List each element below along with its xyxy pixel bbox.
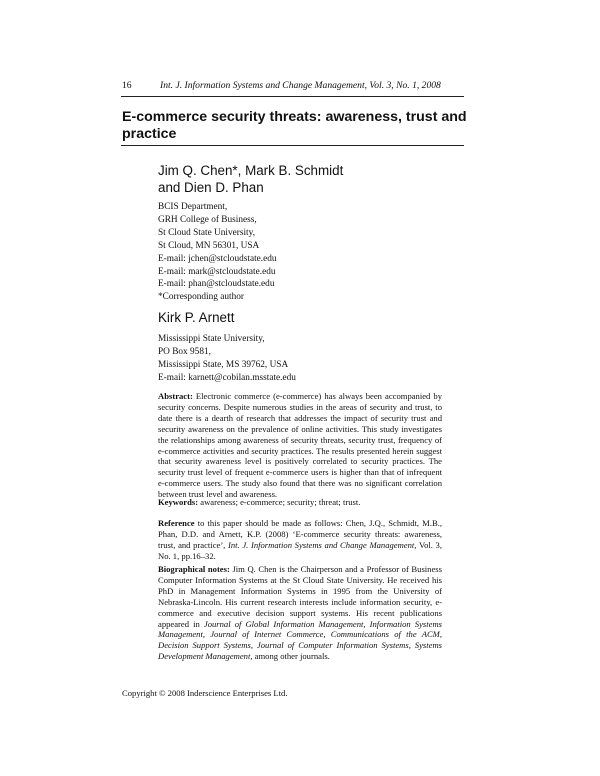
affiliation-line: BCIS Department, xyxy=(158,202,228,212)
email-line: E-mail: phan@stcloudstate.edu xyxy=(158,279,275,290)
affiliation-1 xyxy=(158,201,277,304)
author-line: and Dien D. Phan xyxy=(158,180,264,195)
author-line: Kirk P. Arnett xyxy=(158,310,235,325)
affiliation-2 xyxy=(158,333,296,385)
affiliation-line: St Cloud, MN 56301, USA xyxy=(158,240,260,251)
keywords-label: Keywords: xyxy=(158,497,199,507)
header-rule xyxy=(121,96,464,97)
affiliation-line: PO Box 9581, xyxy=(158,346,211,357)
abstract xyxy=(158,391,442,500)
abstract-text: Electronic commerce (e-commerce) has always been accompanied by security concerns. Despite numerous studies in the areas of security and trust, to date there is a dearth of research that addresses the impact of security trust and security awareness on the prevalence of online activities. This study investigates the relationships among awareness of security threats, security trust, frequency of e-commerce activities and security practices. The results presented herein suggest that security awareness level is positively correlated to security practices. The security trust level of frequent e-commerce users is higher than that of infrequent e-commerce users. The study also found that there was no significant correlation between trust level and awareness. xyxy=(158,391,442,500)
bio-label: Biographical notes: xyxy=(158,564,230,574)
bio-tail: , among other journals. xyxy=(250,651,330,662)
affiliation-line: Mississippi State University, xyxy=(158,334,265,344)
reference-label: Reference xyxy=(158,518,195,528)
copyright-notice: Copyright © 2008 Inderscience Enterprises Ltd. xyxy=(122,688,288,698)
affiliation-line: GRH College of Business, xyxy=(158,214,257,225)
biographical-notes xyxy=(158,564,442,662)
paper-title: E-commerce security threats: awareness, trust and practice xyxy=(122,109,467,142)
journal-citation: Int. J. Information Systems and Change Management, Vol. 3, No. 1, 2008 xyxy=(160,80,441,91)
reference xyxy=(158,518,442,562)
author-group-2 xyxy=(158,309,234,326)
email-line: E-mail: mark@stcloudstate.edu xyxy=(158,266,276,277)
corresponding-author-note: *Corresponding author xyxy=(158,292,244,303)
bio-text: Jim Q. Chen is the Chairperson and a Professor of Business Computer Information Systems at the St Cloud State University. He received his PhD in Management Information Systems in 1995 from the University of Nebraska-Lincoln. His current research interests include information security, e-commerce and executive decision support systems. His recent publications appeared in xyxy=(158,564,442,629)
affiliation-line: St Cloud State University, xyxy=(158,227,256,238)
affiliation-line: Mississippi State, MS 39762, USA xyxy=(158,359,289,370)
keywords xyxy=(158,497,442,508)
email-line: E-mail: karnett@cobilan.msstate.edu xyxy=(158,372,296,383)
reference-text: to this paper should be made as follows: Chen, J.Q., Schmidt, M.B., Phan, D.D. and Arnett, K.P. (2008) ‘E-commerce security threats: awareness, trust, and practice’, xyxy=(158,518,443,550)
reference-tail: Vol. 3, No. 1, pp.16–32. xyxy=(158,539,442,561)
email-line: E-mail: jchen@stcloudstate.edu xyxy=(158,253,277,264)
page-number: 16 xyxy=(122,80,132,91)
abstract-label: Abstract: xyxy=(158,391,193,401)
reference-journal: Int. J. Information Systems and Change Management, xyxy=(228,539,417,550)
title-rule xyxy=(121,145,464,146)
bio-journals: Journal of Global Information Management, Information Systems Management, Journal of Internet Commerce, Communications of the ACM, Decision Support Systems, Journal of Computer Information Systems, Systems Development Management xyxy=(158,618,442,662)
author-group-1 xyxy=(158,162,343,196)
author-line: Jim Q. Chen*, Mark B. Schmidt xyxy=(158,163,344,178)
keywords-text: awareness; e-commerce; security; threat; trust. xyxy=(200,497,361,507)
